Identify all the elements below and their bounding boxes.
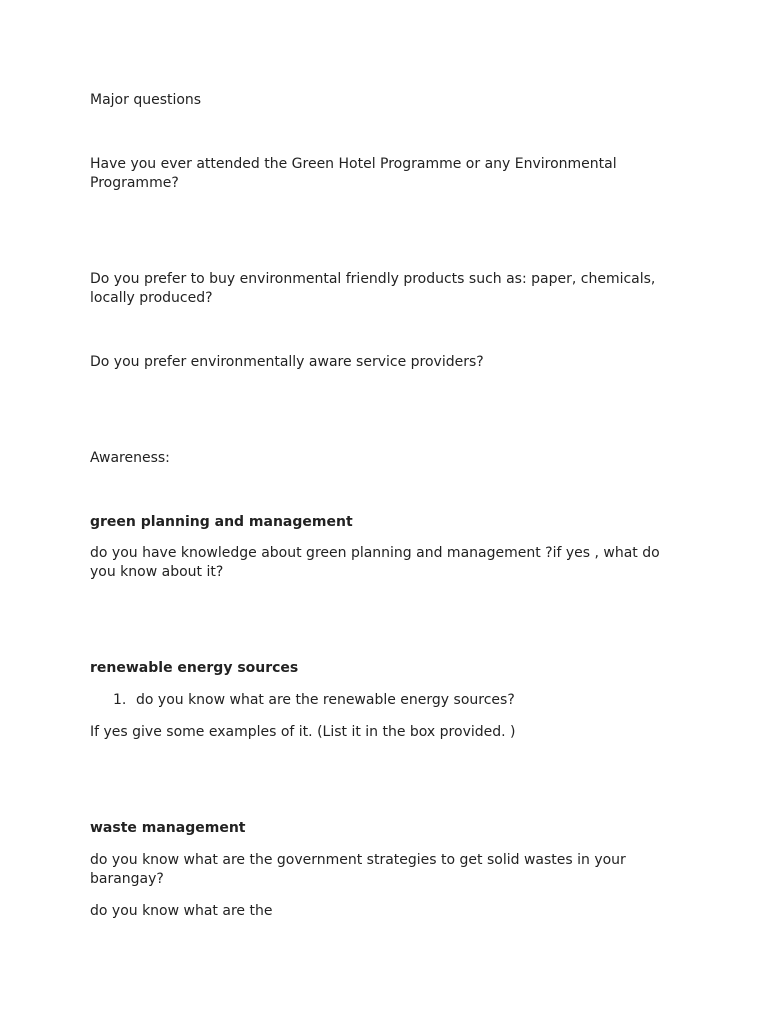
question-environmental-products: Do you prefer to buy environmental friendly products such as: paper, chemicals, locally produced? [90,271,656,306]
question-green-planning: do you have knowledge about green planning and management ?if yes , what do you know about it? [90,545,660,580]
question-service-providers: Do you prefer environmentally aware service providers? [90,354,484,370]
question-renewable-energy: do you know what are the renewable energy sources? [136,692,515,708]
section-heading-renewable-energy: renewable energy sources [90,660,299,676]
section-heading-green-planning: green planning and management [90,514,353,530]
document-title: Major questions [90,92,202,108]
question-waste-partial: do you know what are the [90,903,273,919]
list-number: 1. [113,692,127,708]
section-heading-waste-management: waste management [90,820,246,836]
awareness-label: Awareness: [90,450,170,466]
instruction-renewable-examples: If yes give some examples of it. (List it in the box provided. ) [90,724,516,740]
question-solid-wastes: do you know what are the government strategies to get solid wastes in your barangay? [90,852,626,887]
question-green-hotel-programme: Have you ever attended the Green Hotel Programme or any Environmental Programme? [90,156,617,191]
